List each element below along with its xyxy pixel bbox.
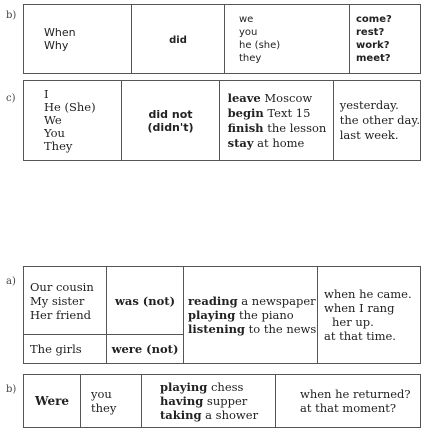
time: when he came.: [324, 287, 412, 301]
verb: meet?: [356, 53, 391, 64]
subjects-sg-cell: [24, 267, 107, 335]
aux-sg-cell: [107, 267, 184, 335]
actions-cell: [184, 267, 318, 364]
verb: work?: [356, 40, 390, 51]
times-cell: [318, 267, 421, 364]
action-rest: the piano: [235, 308, 294, 322]
action-rest: supper: [203, 394, 248, 408]
table-b-top: [23, 4, 421, 74]
subject: My sister: [30, 293, 85, 308]
action-rest: a newspaper: [237, 294, 316, 308]
pronoun: we: [239, 14, 254, 25]
pronoun: they: [91, 401, 117, 415]
action-rest: Text 15: [263, 105, 311, 120]
verbs-cell: [350, 5, 421, 74]
subject: Why: [44, 39, 69, 52]
time: her up.: [332, 315, 374, 329]
action-verb: playing: [188, 308, 236, 322]
action-verb: listening: [188, 322, 245, 336]
subject: Our cousin: [30, 279, 94, 294]
pronoun: they: [239, 53, 262, 64]
table-b-bottom: [23, 374, 421, 428]
action-verb: having: [160, 394, 204, 408]
pronouns-cell: [81, 375, 142, 428]
action-rest: Moscow: [260, 90, 313, 105]
aux-didnt: (didn't): [147, 120, 194, 134]
pronouns-cell: [225, 5, 350, 74]
time: when I rang: [324, 301, 395, 315]
subjects-cell: [24, 81, 122, 161]
action-rest: at home: [253, 135, 305, 150]
aux-cell: [132, 5, 225, 74]
label-b-top: b): [6, 10, 17, 21]
action-verb: leave: [227, 90, 261, 105]
subject: He (She): [44, 100, 96, 114]
aux-did-not: did not: [148, 107, 193, 121]
subject: I: [44, 87, 49, 101]
actions-cell: [142, 375, 276, 428]
subject: When: [44, 26, 76, 39]
times-cell: [276, 375, 421, 428]
pronoun: you: [239, 27, 258, 38]
aux-was-not: was (not): [114, 293, 176, 308]
time: the other day.: [339, 113, 420, 127]
time: at that time.: [324, 329, 396, 343]
time: at that moment?: [300, 401, 397, 415]
time: last week.: [339, 128, 399, 142]
subject: Her friend: [30, 307, 91, 322]
subjects-cell: [24, 5, 132, 74]
action-rest: the lesson: [263, 120, 327, 135]
action-verb: finish: [227, 120, 264, 135]
action-rest: to the news: [244, 322, 317, 336]
action-verb: playing: [160, 380, 208, 394]
aux-were: Were: [34, 394, 70, 408]
label-c: c): [6, 93, 16, 104]
verb: come?: [356, 14, 392, 25]
subject-pl-cell: [24, 335, 107, 364]
aux-pl-cell: [107, 335, 184, 364]
aux-were-not: were (not): [111, 342, 179, 356]
verb: rest?: [356, 27, 385, 38]
aux-cell: [24, 375, 81, 428]
subject: They: [44, 139, 73, 153]
label-b-bottom: b): [6, 384, 17, 395]
table-a: [23, 266, 421, 364]
action-rest: chess: [207, 380, 244, 394]
action-verb: begin: [227, 105, 264, 120]
action-verb: stay: [227, 135, 254, 150]
time: yesterday.: [339, 98, 399, 112]
aux-cell: [122, 81, 219, 161]
pronoun: he (she): [239, 40, 281, 51]
action-verb: taking: [160, 408, 202, 422]
subject: You: [44, 126, 65, 140]
subject: The girls: [30, 342, 82, 356]
action-verb: reading: [188, 294, 238, 308]
aux-did: did: [169, 35, 187, 46]
label-a: a): [6, 276, 16, 287]
table-c: [23, 80, 421, 161]
times-cell: [333, 81, 420, 161]
pronoun: you: [91, 387, 112, 401]
action-rest: a shower: [201, 408, 259, 422]
actions-cell: [219, 81, 333, 161]
time: when he returned?: [300, 387, 411, 401]
subject: We: [44, 113, 62, 127]
